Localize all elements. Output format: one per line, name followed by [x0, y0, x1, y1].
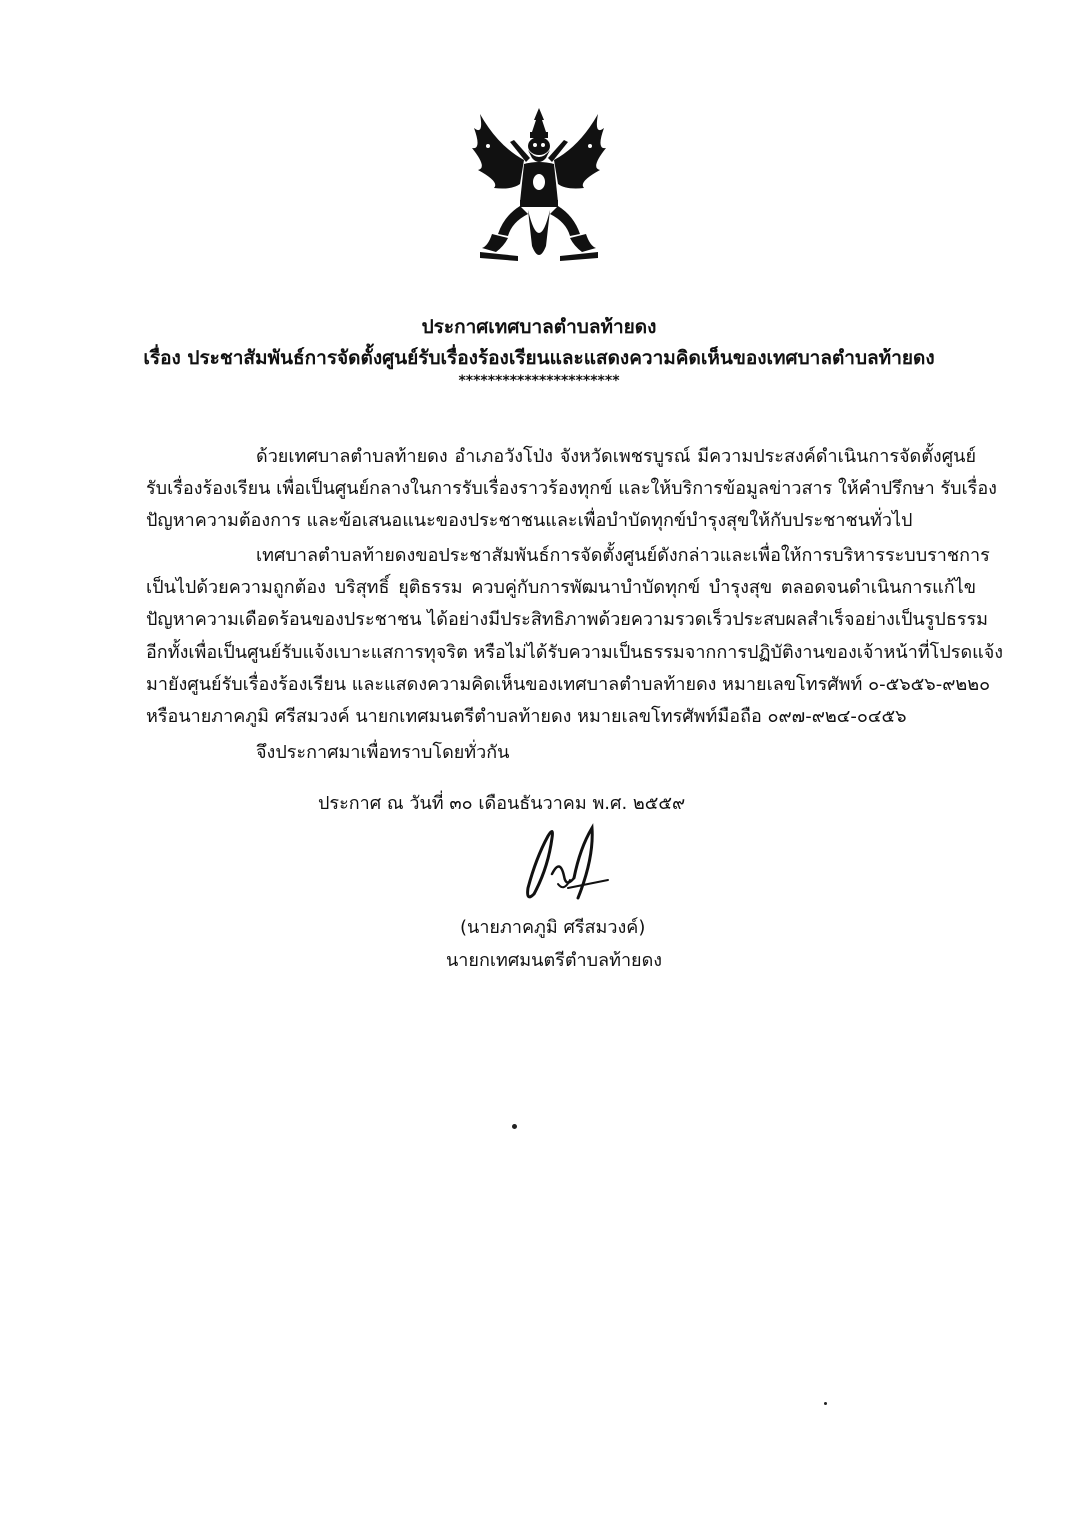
announcement-date: ประกาศ ณ วันที่ ๓๐ เดือนธันวาคม พ.ศ. ๒๕๕๙ — [318, 793, 686, 814]
body-line: ด้วยเทศบาลตำบลท้ายดง อำเภอวังโป่ง จังหวัดเพชรบูรณ์ มีความประสงค์ดำเนินการจัดตั้งศูนย์ — [256, 446, 976, 467]
signatory-position: นายกเทศมนตรีตำบลท้ายดง — [446, 950, 663, 971]
document-title: ประกาศเทศบาลตำบลท้ายดง — [421, 316, 657, 338]
body-line: ปัญหาความต้องการ และข้อเสนอแนะของประชาชนและเพื่อบำบัดทุกข์บำรุงสุขให้กับประชาชนทั่วไป — [146, 510, 913, 531]
title-separator: ********************** — [458, 373, 620, 389]
document-subject: เรื่อง ประชาสัมพันธ์การจัดตั้งศูนย์รับเรื่องร้องเรียนและแสดงความคิดเห็นของเทศบาลตำบลท้ายดง — [143, 347, 935, 369]
signatory-name: (นายภาคภูมิ ศรีสมวงค์) — [460, 917, 646, 938]
body-line: รับเรื่องร้องเรียน เพื่อเป็นศูนย์กลางในการรับเรื่องราวร้องทุกข์ และให้บริการข้อมูลข่าวสาร ให้คำปรึกษา รับเรื่อง — [146, 478, 997, 499]
scan-speck — [512, 1124, 517, 1129]
body-line: มายังศูนย์รับเรื่องร้องเรียน และแสดงความคิดเห็นของเทศบาลตำบลท้ายดง หมายเลขโทรศัพท์ ๐-๕๖๕๖-๙๒๒๐ — [146, 674, 991, 695]
body-line: ปัญหาความเดือดร้อนของประชาชน ได้อย่างมีประสิทธิภาพด้วยความรวดเร็วประสบผลสำเร็จอย่างเป็นรูปธรรม — [146, 609, 989, 630]
closing-statement: จึงประกาศมาเพื่อทราบโดยทั่วกัน — [256, 742, 510, 763]
signature-icon — [508, 818, 618, 908]
body-line: เป็นไปด้วยความถูกต้อง บริสุทธิ์ ยุติธรรม ควบคู่กับการพัฒนาบำบัดทุกข์ บำรุงสุข ตลอดจนดำเนินการแก้ไข — [146, 577, 976, 598]
body-line: หรือนายภาคภูมิ ศรีสมวงค์ นายกเทศมนตรีตำบลท้ายดง หมายเลขโทรศัพท์มือถือ ๐๙๗-๙๒๔-๐๔๕๖ — [146, 706, 907, 727]
body-line: อีกทั้งเพื่อเป็นศูนย์รับแจ้งเบาะแสการทุจริต หรือไม่ได้รับความเป็นธรรมจากการปฏิบัติงานของเจ้าหน้าที่โปรดแจ้ง — [146, 642, 1004, 663]
body-line: เทศบาลตำบลท้ายดงขอประชาสัมพันธ์การจัดตั้งศูนย์ดังกล่าวและเพื่อให้การบริหารระบบราชการ — [256, 545, 990, 566]
scan-speck — [824, 1402, 827, 1405]
garuda-emblem-icon — [468, 106, 610, 266]
